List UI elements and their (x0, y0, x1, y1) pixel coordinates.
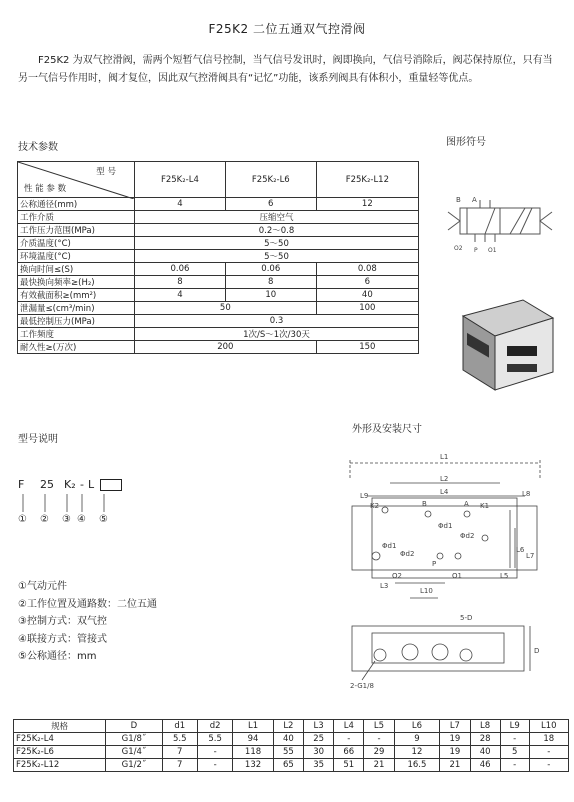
spec-header-corner (18, 162, 135, 198)
dims-cell: 28 (470, 733, 500, 746)
dims-cell: - (334, 733, 364, 746)
symbol-label-p: P (474, 247, 478, 254)
dims-header: L10 (529, 720, 568, 733)
spec-label: 最低控制压力(MPa) (18, 315, 135, 328)
model-code-part: 25 (40, 478, 54, 491)
spec-model-header: F25K₂-L6 (225, 162, 316, 198)
dims-cell: 21 (440, 759, 470, 772)
label-l8: L8 (522, 490, 531, 498)
dims-cell: - (500, 733, 529, 746)
dims-cell: - (197, 746, 232, 759)
dims-header: L2 (273, 720, 303, 733)
dims-header: L8 (470, 720, 500, 733)
label-l1: L1 (440, 453, 449, 461)
spec-value: 40 (316, 289, 418, 302)
spec-row (18, 276, 419, 289)
spec-value: 100 (316, 302, 418, 315)
label-d: D (534, 647, 540, 655)
dims-header: L5 (364, 720, 394, 733)
dims-row (14, 759, 569, 772)
spec-value: 0.06 (135, 263, 226, 276)
legend-item: ②工作位置及通路数：二位五通 (18, 598, 157, 610)
label-l10: L10 (420, 587, 433, 595)
dims-cell: G1/8˝ (106, 733, 162, 746)
spec-row (18, 224, 419, 237)
dims-section-title: 外形及安装尺寸 (352, 424, 422, 435)
spec-value: 0.3 (135, 315, 419, 328)
dims-cell: 51 (334, 759, 364, 772)
pilot-left (448, 212, 460, 230)
legend-item: ⑤公称通径：mm (18, 651, 97, 662)
valve-top-view (352, 506, 537, 570)
spec-value: 8 (135, 276, 226, 289)
legend-item: ④联接方式：管接式 (18, 633, 107, 645)
label-d2b: Φd2 (400, 550, 415, 558)
spec-label: 有效截面积≥(mm²) (18, 289, 135, 302)
label-a: A (464, 500, 469, 508)
dims-cell: 40 (470, 746, 500, 759)
label-l2: L2 (440, 475, 449, 483)
spec-section-title: 技术参数 (18, 142, 58, 153)
spec-label: 工作压力范围(MPa) (18, 224, 135, 237)
symbol-label-a: A (472, 196, 477, 204)
spec-value: 5～50 (135, 250, 419, 263)
model-legend (18, 578, 157, 666)
spec-label: 介质温度(°C) (18, 237, 135, 250)
spec-header-row (18, 162, 419, 198)
dims-header: L3 (304, 720, 334, 733)
symbol-label-o1: O1 (488, 247, 497, 254)
spec-value: 10 (225, 289, 316, 302)
label-l3: L3 (380, 582, 389, 590)
symbol-label-b: B (456, 196, 461, 204)
model-code-circle: ③ (62, 514, 71, 525)
dims-cell: 18 (529, 733, 568, 746)
spec-row (18, 302, 419, 315)
label-p: P (432, 560, 437, 568)
spec-row (18, 315, 419, 328)
spec-row (18, 211, 419, 224)
dims-cell: F25K₂-L4 (14, 733, 106, 746)
page-title: F25K2 二位五通双气控滑阀 (208, 22, 366, 36)
spec-value: 200 (135, 341, 317, 354)
spec-value: 150 (316, 341, 418, 354)
dims-header: L6 (394, 720, 440, 733)
label-d1b: Φd1 (382, 542, 397, 550)
spec-value: 0.08 (316, 263, 418, 276)
dimensions-table (13, 719, 569, 772)
dims-cell: 12 (394, 746, 440, 759)
model-code-circle: ② (40, 514, 49, 525)
spec-model-header: F25K₂-L12 (316, 162, 418, 198)
model-code-leaders (18, 492, 128, 514)
label-l9: L9 (360, 492, 369, 500)
model-code-box (100, 479, 122, 491)
dims-cell: 66 (334, 746, 364, 759)
model-section-title: 型号说明 (18, 434, 58, 445)
spec-row (18, 237, 419, 250)
spec-value: 1次/S～1次/30天 (135, 328, 419, 341)
dims-cell: 132 (233, 759, 274, 772)
symbol-label-o2: O2 (454, 245, 463, 252)
spec-label: 环境温度(°C) (18, 250, 135, 263)
model-code-circle: ④ (77, 514, 86, 525)
dims-cell: 5 (500, 746, 529, 759)
valve-product-image (455, 298, 560, 393)
label-d2a: Φd2 (460, 532, 475, 540)
dims-header: L9 (500, 720, 529, 733)
model-code (18, 478, 122, 491)
label-k1: K1 (480, 502, 490, 510)
spec-row (18, 289, 419, 302)
dims-header: d2 (197, 720, 232, 733)
dims-header: L1 (233, 720, 274, 733)
label-k2: K2 (370, 502, 380, 510)
dims-cell: 7 (162, 759, 197, 772)
dims-cell: 94 (233, 733, 274, 746)
spec-row (18, 328, 419, 341)
dims-header: L4 (334, 720, 364, 733)
legend-item: ③控制方式：双气控 (18, 616, 107, 627)
spec-value: 6 (316, 276, 418, 289)
dims-cell: 30 (304, 746, 334, 759)
model-code-part: K₂ (64, 478, 76, 491)
dims-cell: 16.5 (394, 759, 440, 772)
spec-label: 公称通径(mm) (18, 198, 135, 211)
spec-label: 耐久性≥(万次) (18, 341, 135, 354)
dims-header: L7 (440, 720, 470, 733)
label-l4: L4 (440, 488, 449, 496)
dims-cell: - (500, 759, 529, 772)
spec-row (18, 341, 419, 354)
spec-label: 最快换向频率≥(H₂) (18, 276, 135, 289)
dims-cell: 7 (162, 746, 197, 759)
model-code-part: F (18, 478, 25, 491)
dims-cell: 5.5 (162, 733, 197, 746)
spec-value: 压缩空气 (135, 211, 419, 224)
dims-cell: G1/4˝ (106, 746, 162, 759)
dims-cell: F25K₂-L6 (14, 746, 106, 759)
dims-row (14, 733, 569, 746)
spec-label: 泄漏量≤(cm³/min) (18, 302, 135, 315)
dims-cell: 21 (364, 759, 394, 772)
dims-cell: G1/2˝ (106, 759, 162, 772)
spec-label: 工作频度 (18, 328, 135, 341)
dims-cell: 9 (394, 733, 440, 746)
dims-cell: - (364, 733, 394, 746)
dims-cell: 65 (273, 759, 303, 772)
header-perf-label: 性 能 参 数 (24, 184, 67, 194)
spec-value: 0.2～0.8 (135, 224, 419, 237)
label-l7: L7 (526, 552, 535, 560)
dims-header: D (106, 720, 162, 733)
spec-value: 4 (135, 198, 226, 211)
spec-row (18, 198, 419, 211)
spec-value: 6 (225, 198, 316, 211)
symbol-section-title: 图形符号 (446, 137, 486, 148)
label-b: B (422, 500, 427, 508)
label-o2: O2 (392, 572, 402, 580)
dims-header: 规格 (14, 720, 106, 733)
dims-cell: 19 (440, 746, 470, 759)
spec-value: 5～50 (135, 237, 419, 250)
spec-value: 12 (316, 198, 418, 211)
dims-row (14, 746, 569, 759)
dims-cell: 25 (304, 733, 334, 746)
label-l5: L5 (500, 572, 509, 580)
spec-table (17, 161, 419, 354)
dims-cell: - (197, 759, 232, 772)
model-code-circle: ⑤ (99, 514, 108, 525)
label-5d: 5-D (460, 614, 473, 622)
header-model-label: 型 号 (96, 167, 116, 177)
spec-model-header: F25K₂-L4 (135, 162, 226, 198)
dims-cell: 46 (470, 759, 500, 772)
symbol-box-right (500, 208, 540, 234)
pilot-right (540, 212, 552, 230)
spec-value: 0.06 (225, 263, 316, 276)
legend-item: ①气动元件 (18, 581, 67, 592)
dims-cell: 29 (364, 746, 394, 759)
valve-symbol-diagram (440, 190, 560, 265)
model-code-part: L (88, 478, 95, 491)
label-l6: L6 (516, 546, 525, 554)
model-code-circle: ① (18, 514, 27, 525)
dimension-drawing (340, 448, 572, 708)
dims-cell: F25K₂-L12 (14, 759, 106, 772)
label-d1a: Φd1 (438, 522, 453, 530)
dims-cell: - (529, 759, 568, 772)
label-g: 2-G1/8 (350, 682, 374, 690)
dims-cell: 19 (440, 733, 470, 746)
spec-value: 50 (135, 302, 317, 315)
spec-value: 4 (135, 289, 226, 302)
spec-label: 工作介质 (18, 211, 135, 224)
dims-cell: - (529, 746, 568, 759)
dims-header-row (14, 720, 569, 733)
model-code-part: - (80, 478, 84, 491)
intro-paragraph: F25K2 为双气控滑阀，需两个短暂气信号控制，当气信号发讯时，阀即换向，气信号消除后，阀芯保持原位，只有当另一气信号作用时，阀才复位，因此双气控滑阀具有“记忆”功能，该系列阀具有体积小，重量轻等优点。 (18, 55, 553, 84)
dims-cell: 55 (273, 746, 303, 759)
dims-cell: 118 (233, 746, 274, 759)
dims-cell: 35 (304, 759, 334, 772)
spec-label: 换向时间≤(S) (18, 263, 135, 276)
label-o1: O1 (452, 572, 462, 580)
spec-value: 8 (225, 276, 316, 289)
dims-cell: 40 (273, 733, 303, 746)
dims-header: d1 (162, 720, 197, 733)
dims-cell: 5.5 (197, 733, 232, 746)
spec-row (18, 250, 419, 263)
spec-row (18, 263, 419, 276)
